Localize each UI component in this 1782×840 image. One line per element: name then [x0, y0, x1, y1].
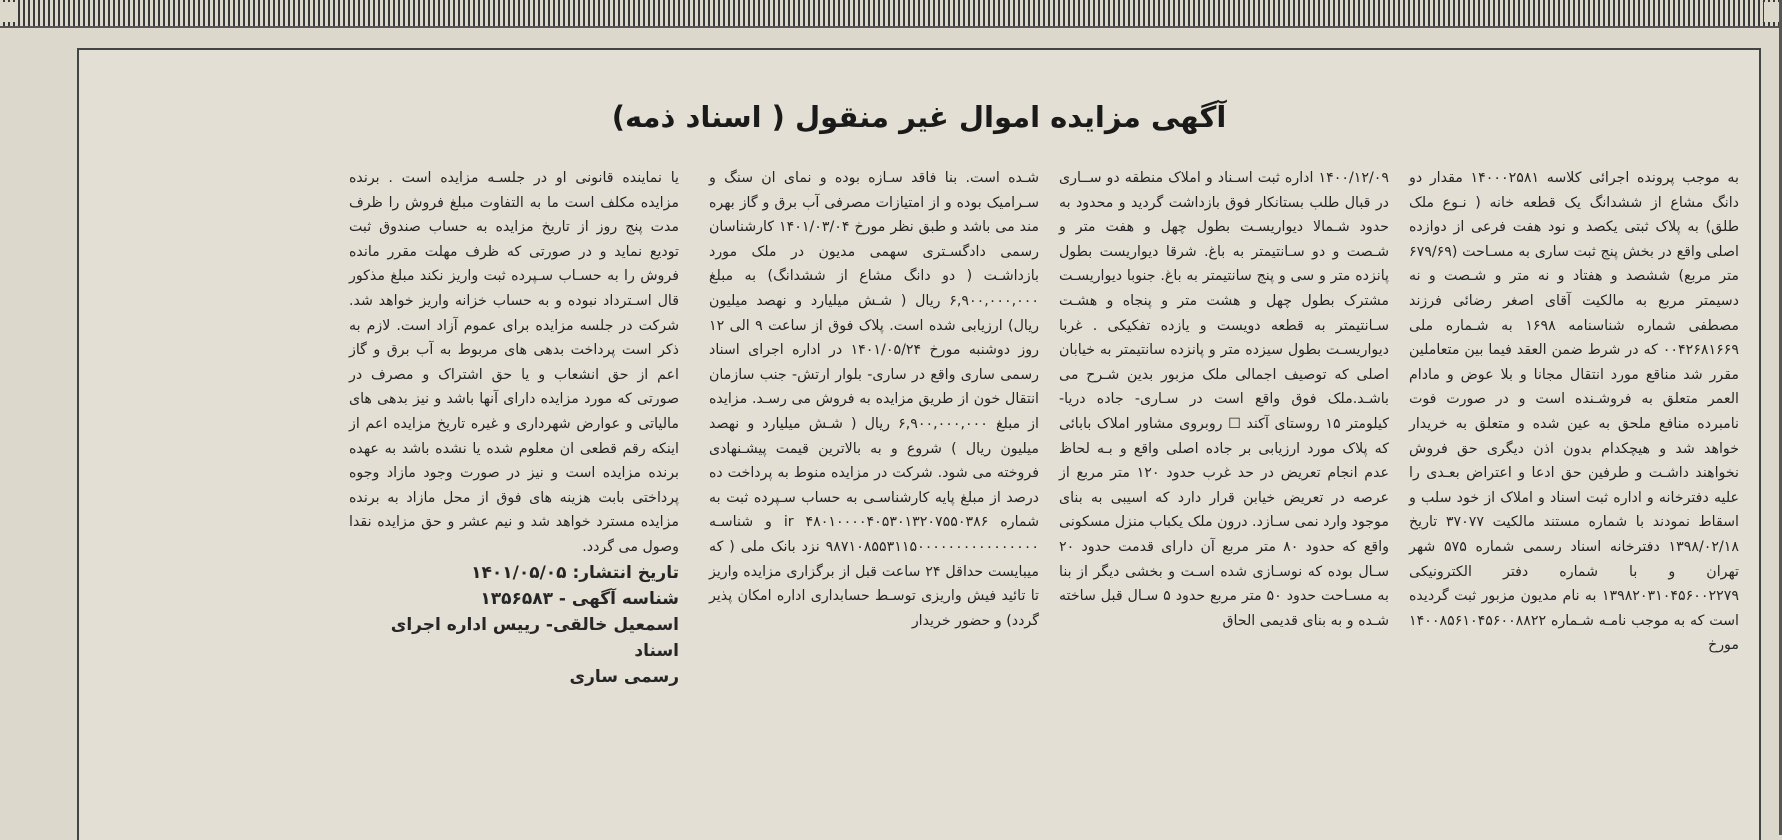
top-border-left-cap — [0, 2, 18, 22]
signer-office: رسمی ساری — [569, 666, 679, 687]
publish-date: تاریخ انتشار: ۱۴۰۱/۰۵/۰۵ — [471, 562, 679, 583]
text-column-1: به موجب پرونده اجرائی کلاسه ۱۴۰۰۰۲۵۸۱ مقدار دو دانگ مشاع از ششدانگ یک قطعه خانه ( نـوع ملک طلق) به پلاک ثبتی یکصد و نود هفت فرعی از دوازده اصلی واقع در بخش پنج ثبت ساری به مسـاحت (۶۷۹/۶۹ متر مربع) ششصد و هفتاد و نه متر و شـصت و نه دسیمتر مربع به مالکیت آقای اصغر رضائی فرزند مصطفی شماره شناسنامه ۱۶۹۸ به شـماره ملی ۰۰۴۲۶۸۱۶۶۹ که در شرط ضمن العقد فیما بین متعاملین مقرر شد مناقع مورد انتقال مجانا و بلا عوض و مادام العمر متعلق به فروشـنده است و در صورت فوت نامبرده منافع ملحق به عین شده و متعلق به خریدار خواهد شد و هیچکدام بدون اذن دیگری حق فروش نخواهند داشـت و طرفین حق ادعا و اعتراض بعـدی را علیه دفترخانه و اداره ثبت اسناد و املاک از خود سلب و اسقاط نمودند با شماره مستند مالکیت ۳۷۰۷۷ تاریخ ۱۳۹۸/۰۲/۱۸ دفترخانه اسناد رسمی شماره ۵۷۵ شهر تهران و با شماره دفتر الکترونیکی ۱۳۹۸۲۰۳۱۰۴۵۶۰۰۲۲۷۹ به نام مدیون مزبور ثبت گردیده است که به موجب نامـه شـماره ۱۴۰۰۸۵۶۱۰۴۵۶۰۰۸۸۲۲ مورخ — [1409, 170, 1739, 654]
text-column-3: شـده است. بنا فاقد سـازه بوده و نمای ان سنگ و سـرامیک بوده و از امتیازات مصرفی آب برق و گاز بهره مند می باشد و طبق نظر مورخ ۱۴۰۱/۰۳/۰۴ کارشناسان رسمی دادگسـتری سهمی مدیون در ملک مورد بازداشـت ( دو دانگ مشاع از ششدانگ) به مبلغ ۶,۹۰۰,۰۰۰,۰۰۰ ریال ( شـش میلیارد و نهصد میلیون ریال) ارزیابی شده است. پلاک فوق از ساعت ۹ الی ۱۲ روز دوشنبه مورخ ۱۴۰۱/۰۵/۲۴ در اداره اجرای اسناد رسمی ساری واقع در ساری- بلوار ارتش- جنب سازمان انتقال خون از طریق مزایده به فروش می رسـد. مزایده از مبلغ ۶,۹۰۰,۰۰۰,۰۰۰ ریال ( شـش میلیارد و نهصد میلیون ریال ) شروع و به بالاترین قیمت پیشـنهادی فروخته می شود. شرکت در مزایده منوط به پرداخت ده درصد از مبلغ پایه کارشناسـی به حساب سـپرده ثبت به شماره ir ۴۸۰۱۰۰۰۰۴۰۵۳۰۱۳۲۰۷۵۵۰۳۸۶ و شناسـه ۹۸۷۱۰۸۵۵۳۱۱۵۰۰۰۰۰۰۰۰۰۰۰۰۰۰۰۰ نزد بانک ملی ( که میبایست حداقل ۲۴ ساعت قبل از برگزاری مزایده واریز تا تائید فیش واریزی توسـط حسابداری اداره امکان پذیر گردد) و حضور خریدار — [709, 170, 1040, 629]
signer-name: اسمعیل خالقی- رییس اداره اجرای اسناد — [390, 614, 679, 661]
top-border-bar — [0, 0, 1782, 28]
text-column-2: ۱۴۰۰/۱۲/۰۹ اداره ثبت اسـناد و املاک منطقه دو ســاری در قبال طلب بستانکار فوق بازداشت گردید و محدود به حدود شـمالا دیواریسـت بطول چهل و هفت متر و شـصت و دو سـانتیمتر به باغ. شرقا دیواریست بطول پانزده متر و سی و پنج سانتیمتر به باغ. جنوبا دیواریسـت مشترک بطول چهل و هشت متر و پنجاه و هشـت سـانتیمتر به قطعه دویست و یازده تفکیکی . غربا دیواریسـت بطول سیزده متر و پانزده سانتیمتر به خیابان اصلی که توصیف اجمالی ملک مزبور بدین شـرح می باشـد.ملک فوق واقع است در سـاری- جاده دریا- کیلومتر ۱۵ روستای آکند ☐ روبروی مشاور املاک بابائی که پلاک مورد ارزیابی بر جاده اصلی واقع و بـه لحاظ عدم انجام تعریض در حد غرب حدود ۱۲۰ متر مربع از عرصه در تعریض خیابن قرار دارد که اسیبی به بنای موجود وارد نمی سـازد. درون ملک یکباب منزل مسکونی واقع که حدود ۸۰ متر مربع آن دارای قدمت حدود ۲۰ سـال بوده که نوسـازی شده اسـت و بخشی دیگر از بنا به مسـاحت حدود ۵۰ متر مربع حدود ۵ سـال قبل ساخته شـده و به بنای قدیمی الحاق — [1059, 170, 1390, 629]
text-column-4 — [349, 166, 679, 690]
ad-identifier: شناسه آگهی - ۱۳۵۶۵۸۳ — [480, 588, 679, 609]
column-4-body: یا نماینده قانونی او در جلسـه مزایده است . برنده مزایده مکلف است ما به التفاوت مبلغ فروش را ظرف مدت پنج روز از تاریخ مزایده به حساب صندوق ثبت تودیع نماید و در صورتی که ظرف مهلت مقرر مانده فروش را به حسـاب سـپرده ثبت واریز نکند مبلغ مذکور قال اسـترداد نبوده و به حساب خزانه واریز خواهد شد. شرکت در جلسه مزایده برای عموم آزاد است. لازم به ذکر است پرداخت بدهی های مربوط به آب برق و گاز اعم از حق انشعاب و یا حق اشتراک و مصرف در صورتی که مورد مزایده دارای آنها باشد و نیز بدهی های مالیاتی و عوارض شهرداری و غیره تاریخ مزایده اعم از اینکه رقم قطعی ان معلوم شده یا نشده باشد به عهده برنده مزایده است و نیز در صورت وجود مازاد وجوه پرداختی بابت هزینه های فوق از محل مازاد به برنده مزایده مسترد خواهد شد و نیم عشر و حق مزایده نقدا وصول می گردد. — [349, 170, 679, 555]
notice-title: آگهی مزایده اموال غیر منقول ( اسناد ذمه) — [611, 100, 1227, 134]
notice-frame — [77, 48, 1761, 840]
